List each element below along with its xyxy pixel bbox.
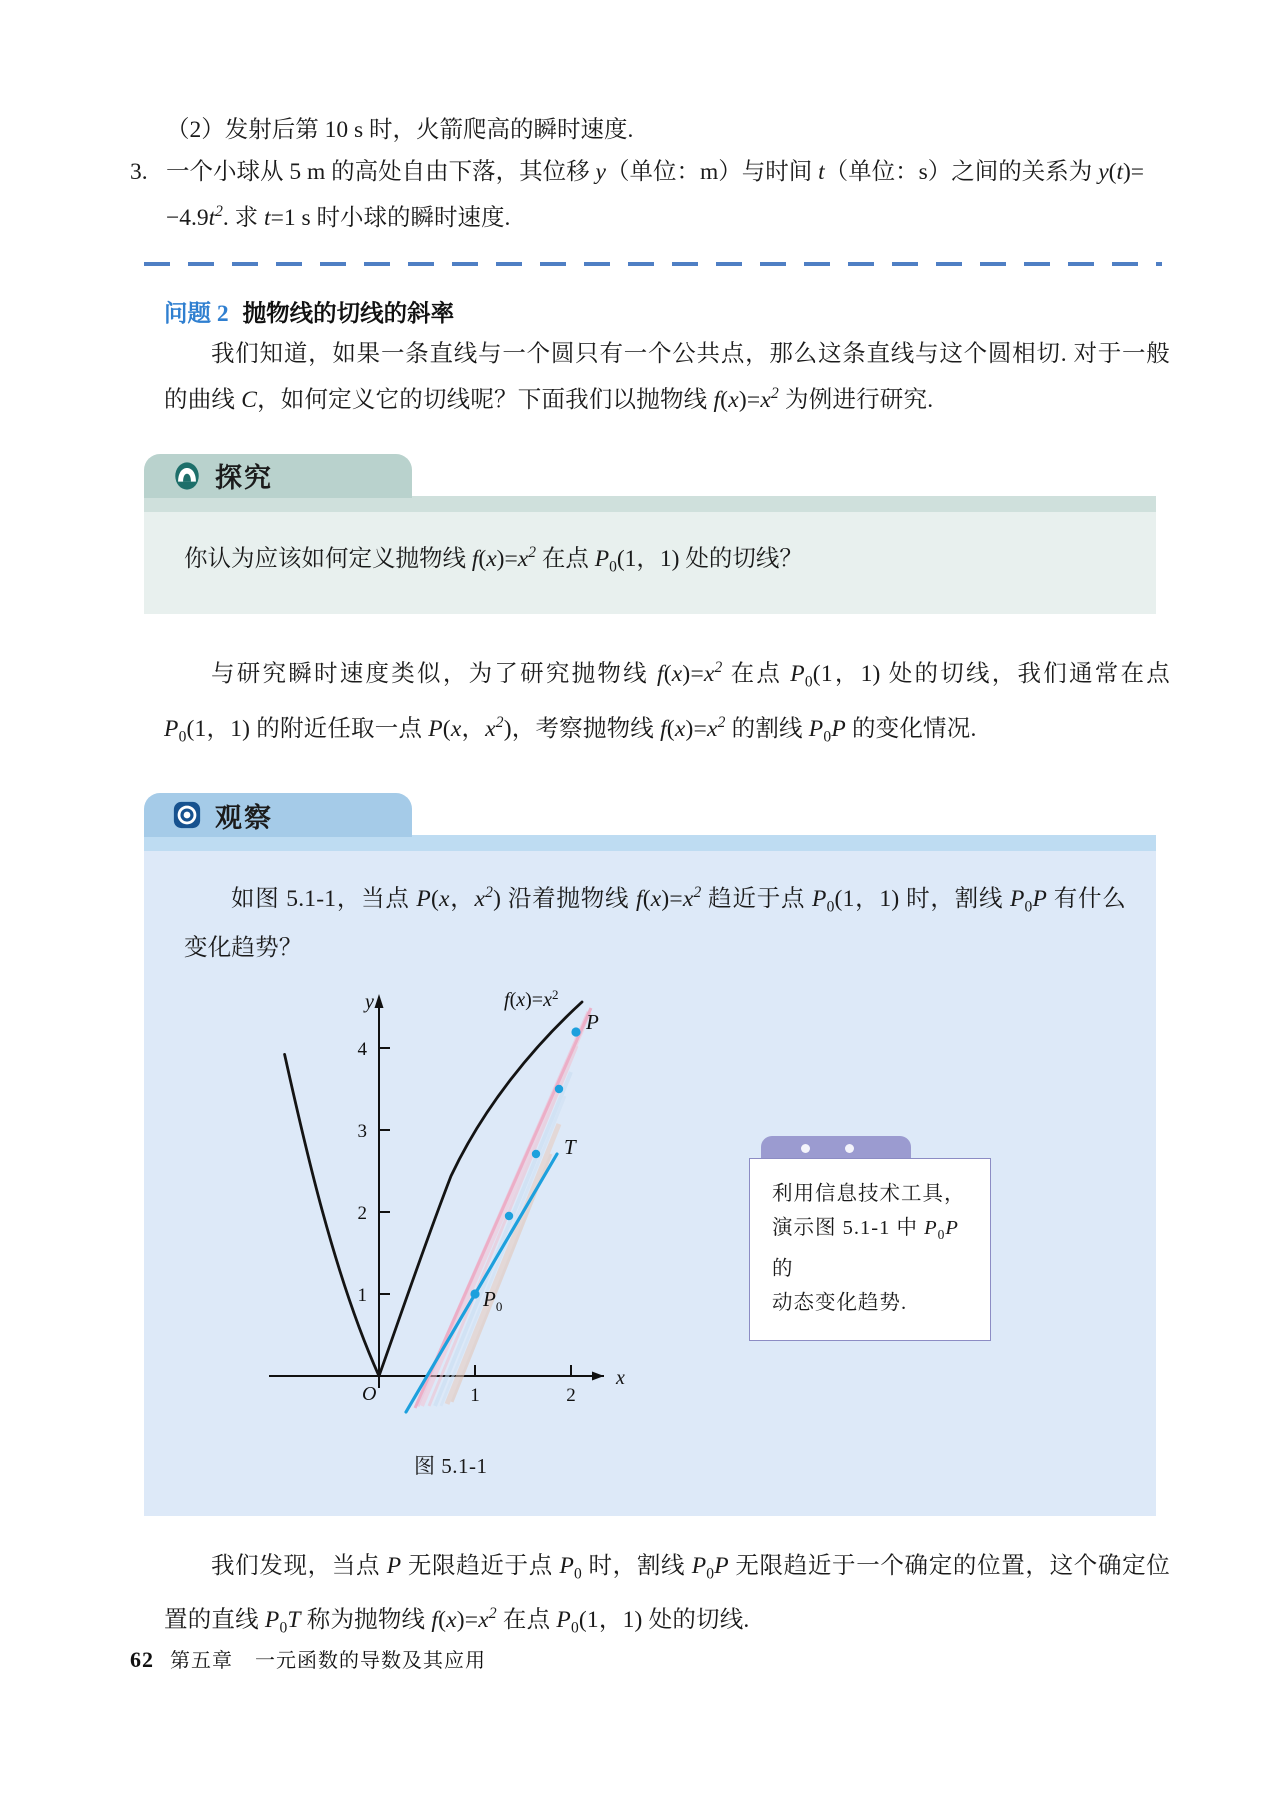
svg-text:x: x: [616, 1366, 625, 1389]
middle-paragraph: 与研究瞬时速度类似，为了研究抛物线 $f(x)=x^2$ 在点 $P_0(1$，1) 处的切线，我们通常在点 $P_0(1$，1) 的附近任取一点 P(x，$x^2$)，考察抛物线 $f(x)=x^2$ 的割线 $P_0P$ 的变化情况.: [164, 659, 1170, 746]
explore-bar: [144, 496, 1156, 512]
observe-body-text: 如图 5.1-1，当点 P(x，$x^2$) 沿着抛物线 $f(x)=x^2$ 趋近于点 $P_0(1$，1) 时，割线 $P_0P$ 有什么变化趋势？: [184, 884, 1126, 961]
question-label: 问题 2: [164, 300, 229, 327]
exercise-3-number: 3.: [130, 159, 148, 185]
closing-paragraph: 我们发现，当点 P 无限趋近于点 $P_0$ 时，割线 $P_0P$ 无限趋近于一个确定的位置，这个确定位置的直线 $P_0T$ 称为抛物线 $f(x)=x^2$ 在点 $P_0(1$，1) 处的切线.: [164, 1552, 1170, 1637]
svg-text:2: 2: [357, 1202, 367, 1224]
svg-text:2: 2: [566, 1384, 576, 1406]
note-line-2: 演示图 5.1-1 中 $P_0P$ 的: [772, 1216, 959, 1280]
tech-note-card: [749, 1136, 991, 1341]
observe-bar: [144, 835, 1156, 851]
page-content: [130, 110, 1170, 1649]
footer-chapter: 第五章: [170, 1650, 233, 1672]
explore-tab: [144, 454, 412, 498]
svg-text:P: P: [586, 1009, 599, 1034]
svg-text:4: 4: [357, 1038, 367, 1060]
question-title: 抛物线的切线的斜率: [242, 300, 455, 327]
figure-5-1-1: [184, 976, 1126, 1506]
observe-tab: [144, 793, 412, 837]
exercise-item-2: [130, 110, 1170, 150]
note-hole-right-icon: [845, 1144, 854, 1153]
explore-tab-label: 探究: [215, 463, 273, 494]
note-card-body: [749, 1158, 991, 1341]
note-card-tab: [761, 1136, 911, 1158]
question-paragraph: 我们知道，如果一条直线与一个圆只有一个公共点，那么这条直线与这个圆相切. 对于一般的曲线 C，如何定义它的切线呢？下面我们以抛物线 $f(x)=x^2$ 为例进行研究.: [164, 340, 1170, 413]
svg-text:1: 1: [357, 1284, 367, 1306]
footer-section: 一元函数的导数及其应用: [255, 1650, 486, 1672]
figure-caption: 图 5.1-1: [414, 1453, 488, 1478]
explore-body: [144, 512, 1156, 615]
observe-body: [144, 851, 1156, 1516]
explore-body-text: 你认为应该如何定义抛物线 $f(x)=x^2$ 在点 $P_0(1$，1) 处的切线？: [184, 544, 803, 577]
section-divider: [144, 262, 1162, 266]
note-line-3: 动态变化趋势.: [772, 1291, 908, 1314]
svg-text:T: T: [564, 1134, 576, 1159]
observe-target-icon: [172, 800, 202, 830]
explore-callout: [144, 454, 1156, 615]
page-number: 62: [130, 1647, 154, 1672]
note-line-1: 利用信息技术工具，: [772, 1182, 966, 1205]
svg-text:O: O: [362, 1382, 377, 1405]
svg-text:P0: $P_0$: [483, 1286, 503, 1314]
note-hole-left-icon: [801, 1144, 810, 1153]
exercise-3-text: 一个小球从 5 m 的高处自由下落，其位移 y（单位：m）与时间 t（单位：s）之间的关系为 y(t)= $-4.9t^2$. 求 t=1 s 时小球的瞬时速度.: [166, 159, 1145, 231]
page-footer: [130, 1644, 486, 1673]
exercise-2-text: （2）发射后第 10 s 时，火箭爬高的瞬时速度.: [166, 117, 634, 143]
svg-text:3: 3: [357, 1120, 367, 1142]
explore-arch-icon: [172, 461, 202, 491]
exercise-item-3: [130, 152, 1170, 238]
svg-text:f(x)=x2: $f(x)=x^2$: [504, 986, 559, 1011]
svg-text:1: 1: [470, 1384, 480, 1406]
observe-callout: [144, 793, 1156, 1516]
observe-tab-label: 观察: [215, 802, 273, 833]
svg-text:y: y: [365, 990, 374, 1013]
parabola-chart: [259, 976, 679, 1446]
question-heading: [164, 294, 1170, 334]
